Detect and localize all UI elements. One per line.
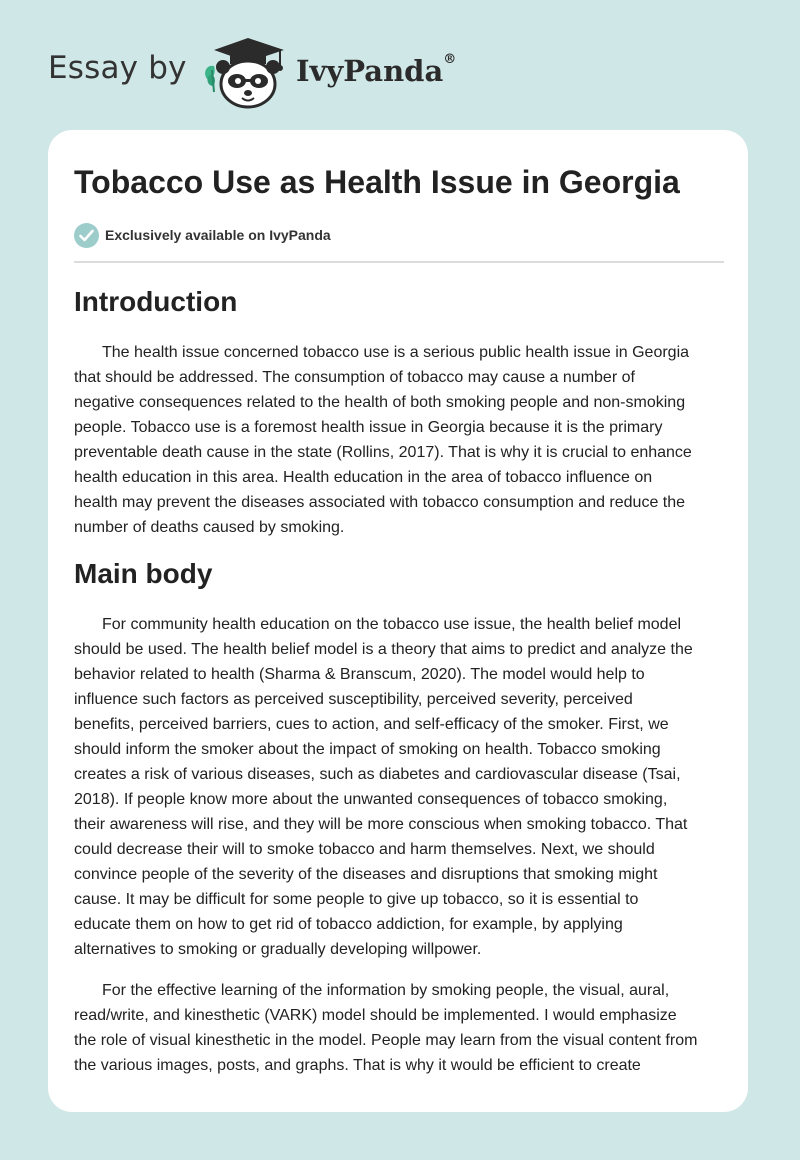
- panda-graduate-icon[interactable]: [200, 34, 292, 110]
- exclusive-badge: [74, 222, 331, 248]
- site-header: [0, 0, 800, 130]
- registered-mark: ®: [443, 52, 457, 67]
- paragraph: For community health education on the tobacco use issue, the health belief model should be used. The health belief model is a theory that aims to predict and analyze the behavior related to health (Sharma & Branscum, 2020). The model would help to influence such factors as perceived susceptibility, perceived severity, perceived benefits, perceived barriers, cues to action, and self-efficacy of the smoker. First, we should inform the smoker about the impact of smoking on health. Tobacco smoking creates a risk of various diseases, such as diabetes and cardiovascular disease (Tsai, 2018). If people know more about the unwanted consequences of tobacco smoking, their awareness will rise, and they will be more conscious when smoking tobacco. That could decrease their will to smoke tobacco and harm themselves. Next, we should convince people of the severity of the diseases and disruptions that smoking might cause. It may be difficult for some people to give up tobacco, so it is essential to educate them on how to get rid of tobacco addiction, for example, by applying alternatives to smoking or gradually developing willpower.: [74, 616, 693, 958]
- page-title: Tobacco Use as Health Issue in Georgia: [74, 164, 680, 200]
- essay-by-label: Essay by: [48, 50, 187, 86]
- exclusive-badge-label: Exclusively available on IvyPanda: [105, 227, 331, 243]
- brand-name[interactable]: [296, 54, 456, 88]
- paragraph: For the effective learning of the information by smoking people, the visual, aural, read/write, and kinesthetic (VARK) model should be implemented. I would emphasize the role of visual kinesthetic in the model. People may learn from the visual content from the various images, posts, and graphs. That is why it would be efficient to create: [74, 982, 698, 1074]
- check-icon: [74, 223, 99, 248]
- divider: [74, 261, 724, 263]
- brand-label: IvyPanda: [296, 54, 444, 88]
- article-body: [74, 280, 724, 1094]
- essay-card: [48, 130, 748, 1112]
- paragraph: The health issue concerned tobacco use is a serious public health issue in Georgia that should be addressed. The consumption of tobacco may cause a number of negative consequences related to the health of both smoking people and non-smoking people. Tobacco use is a foremost health issue in Georgia because it is the primary preventable death cause in the state (Rollins, 2017). That is why it is crucial to enhance health education in this area. Health education in the area of tobacco influence on health may prevent the diseases associated with tobacco consumption and reduce the number of deaths caused by smoking.: [74, 344, 692, 536]
- section-heading-main-body: Main body: [74, 558, 213, 589]
- section-heading-introduction: Introduction: [74, 286, 238, 317]
